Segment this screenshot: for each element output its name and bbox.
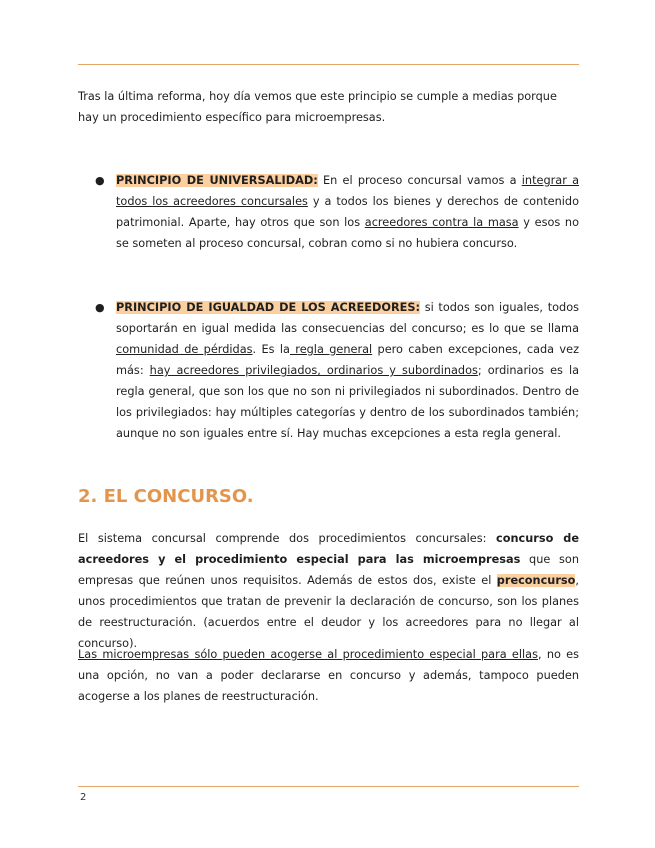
- concurso-text: El sistema concursal comprende dos procedimientos concursales: concurso de acreedores y el procedimiento especial para las microempresas que son empresas que reúnen unos requisitos. Además de estos dos, existe el preconcurso, unos procedimientos que tratan de prevenir la declaración de concurso, son los planes de reestructuración. (acuerdos entre el deudor y los acreedores para no llegar al concurso).: [78, 532, 579, 650]
- bullet-universalidad-text: PRINCIPIO DE UNIVERSALIDAD: En el proceso concursal vamos a integrar a todos los acreedores concursales y a todos los bienes y derechos de contenido patrimonial. Aparte, hay otros que son los acreedores contra la masa y esos no se someten al proceso concursal, cobran como si no hubiera concurso.: [116, 174, 579, 250]
- bullet-label: PRINCIPIO DE UNIVERSALIDAD:: [116, 174, 318, 187]
- bullet-dot-icon: ●: [95, 174, 105, 187]
- bullet-label: PRINCIPIO DE IGUALDAD DE LOS ACREEDORES:: [116, 301, 421, 314]
- microempresas-paragraph: [78, 644, 579, 707]
- section-heading: 2. EL CONCURSO.: [78, 486, 254, 507]
- concurso-paragraph: [78, 528, 579, 654]
- microempresas-text: Las microempresas sólo pueden acogerse al procedimiento especial para ellas, no es una opción, no van a poder declararse en concurso y además, tampoco pueden acogerse a los planes de reestructuración.: [78, 648, 579, 703]
- bullet-universalidad: [95, 170, 579, 254]
- intro-paragraph: [78, 86, 579, 128]
- bullet-dot-icon: ●: [95, 301, 105, 314]
- intro-text: Tras la última reforma, hoy día vemos que este principio se cumple a medias porque hay un procedimiento específico para microempresas.: [78, 90, 557, 124]
- footer-rule: [78, 786, 579, 787]
- bullet-igualdad-text: PRINCIPIO DE IGUALDAD DE LOS ACREEDORES: si todos son iguales, todos soportarán en igual medida las consecuencias del concurso; es lo que se llama comunidad de pérdidas. Es la regla general pero caben excepciones, cada vez más: hay acreedores privilegiados, ordinarios y subordinados; ordinarios es la regla general, que son los que no son ni privilegiados ni subordinados. Dentro de los privilegiados: hay múltiples categorías y dentro de los subordinados también; aunque no son iguales entre sí. Hay muchas excepciones a esta regla general.: [116, 301, 580, 440]
- header-rule: [78, 64, 579, 65]
- bullet-igualdad: [95, 297, 579, 444]
- page-number: 2: [80, 792, 87, 803]
